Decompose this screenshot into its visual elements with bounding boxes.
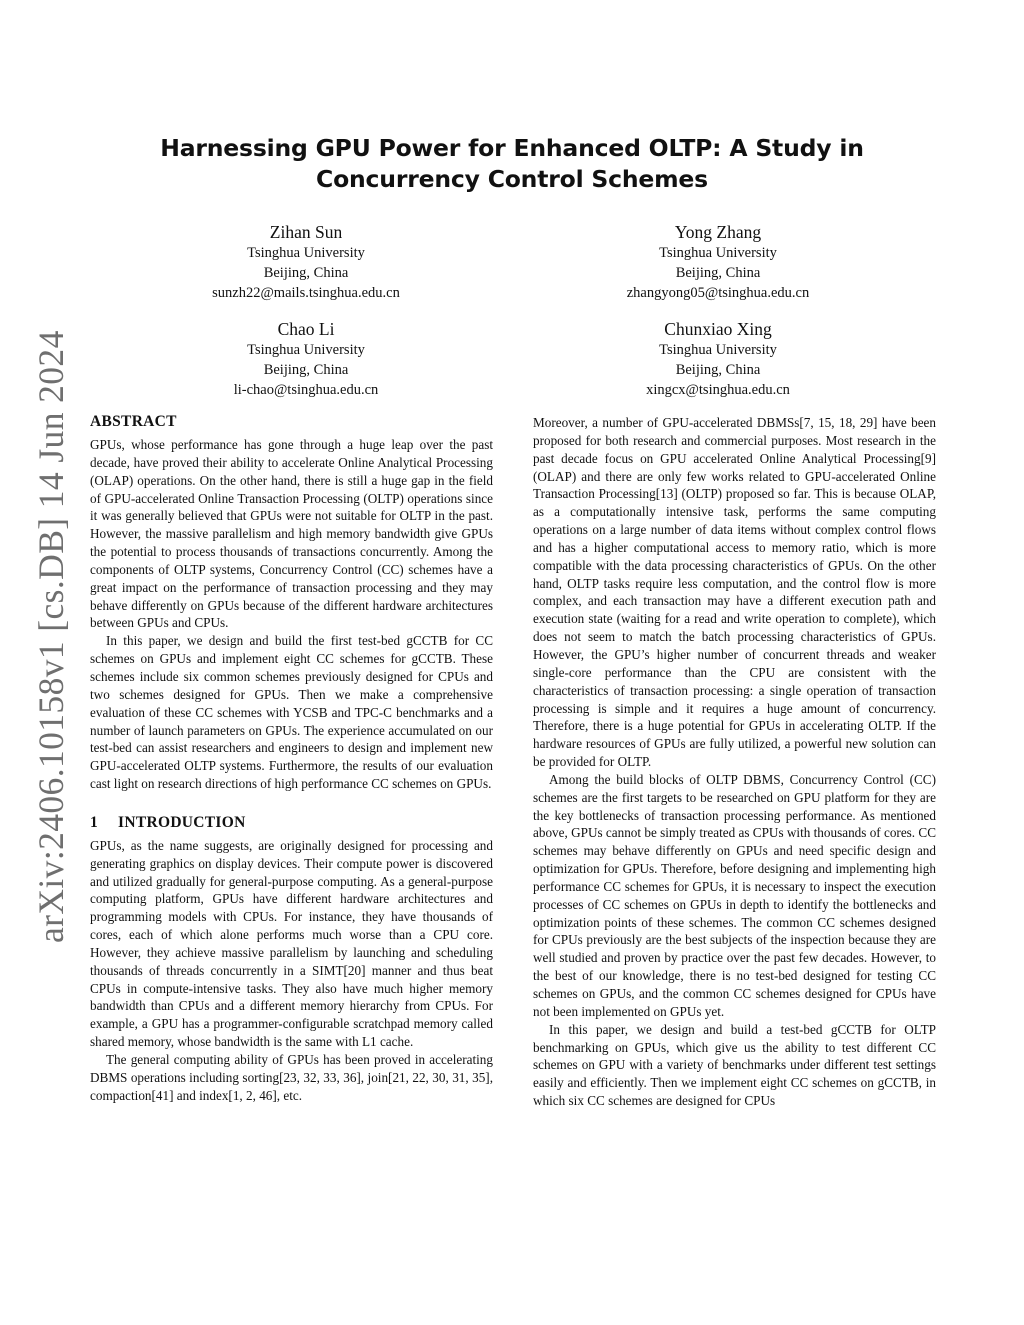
paper-title-line-1: Harnessing GPU Power for Enhanced OLTP: A Study in — [160, 134, 864, 162]
right-column-paragraph-1: Moreover, a number of GPU-accelerated DBMSs[7, 15, 18, 29] have been proposed for both research and commercial purposes. Most research in the past decade focus on GPU accelerated Online Analytical Processing[9] (OLAP) and there are only few works related to GPU-accelerated Online Transaction Processing[13] (OLTP) proposed so far. This is because OLAP, as a computationally intensive task, performs the same computing operations on a large number of data items without complex control flows and has a higher computational access to memory ratio, which is more compatible with the data processing characteristics of GPUs. On the other hand, OLTP tasks require less computation, and the control flow is more complex, and each transaction may have a different execution path and execution state (waiting for a read and write operation to complete), which does not seem to match the batch processing characteristics of GPUs. However, the GPU’s higher number of concurrent threads and weaker single-core performance than the CPU are consistent with the characteristics of transaction processing: a single operation of transaction processing is simple and it requires a huge amount of concurrency. Therefore, there is a huge potential for GPUs in accelerating OLTP. If the hardware resources of GPUs are fully utilized, a powerful new solution can be provided for OLTP. — [533, 415, 936, 770]
introduction-paragraph-2: The general computing ability of GPUs has been proved in accelerating DBMS operations including sorting[23, 32, 33, 36], join[21, 22, 30, 31, 35], compaction[41] and index[1, 2, 46], etc. — [90, 1052, 493, 1103]
introduction-section-number: 1 — [90, 813, 99, 831]
author-affiliation: Tsinghua University — [247, 342, 365, 358]
author-affiliation: Tsinghua University — [659, 245, 777, 261]
author-block-zihan-sun — [141, 221, 471, 303]
abstract-heading: ABSTRACT — [90, 413, 177, 430]
author-block-chunxiao-xing — [553, 318, 883, 400]
author-block-yong-zhang — [553, 221, 883, 303]
author-name: Chao Li — [277, 319, 335, 339]
author-email: sunzh22@mails.tsinghua.edu.cn — [212, 285, 400, 301]
introduction-section-title: INTRODUCTION — [118, 813, 246, 831]
right-column-paragraph-2: Among the build blocks of OLTP DBMS, Concurrency Control (CC) schemes are the first targets to be researched on GPU platform for they are the key bottlenecks of transaction processing performance. As mentioned above, GPUs cannot be simply treated as CPUs with thousands of cores. CC schemes may behave differently on GPUs and need specific design and optimization for GPUs. Therefore, before designing and implementing high performance CC schemes for GPUs, it is necessary to inspect the execution processes of CC schemes on GPUs in depth to identify the bottlenecks and optimization points of these schemes. The common CC schemes designed for CPUs previously are the best subjects of the inspection because they are well studied and proven by practice over the past few decades. However, to the best of our knowledge, there is no test-bed designed for testing CC schemes on GPUs, and the common CC schemes designed for CPUs have not been implemented on GPUs yet. — [533, 771, 936, 1019]
left-column — [90, 412, 493, 1105]
arxiv-identifier-stamp: arXiv:2406.10158v1 [cs.DB] 14 Jun 2024 — [31, 330, 71, 943]
author-location: Beijing, China — [263, 362, 349, 378]
paper-title-line-2: Concurrency Control Schemes — [316, 165, 708, 193]
abstract-paragraph-1: GPUs, whose performance has gone through a huge leap over the past decade, have proved their ability to accelerate Online Analytical Processing (OLAP) operations. On the other hand, there is still a huge gap in the field of GPU-accelerated Online Transaction Processing (OLTP) operations since it was generally believed that GPUs were not suitable for OLTP in the past. However, the massive parallelism and high memory bandwidth give GPUs the potential to process thousands of transactions concurrently. Among the components of OLTP systems, Concurrency Control (CC) schemes have a great impact on the performance of transaction processing and they may behave differently on GPUs because of the different hardware architectures between GPUs and CPUs. — [90, 437, 493, 631]
paper-title — [110, 133, 914, 195]
author-location: Beijing, China — [675, 265, 761, 281]
author-email: xingcx@tsinghua.edu.cn — [646, 382, 790, 398]
introduction-paragraph-1: GPUs, as the name suggests, are originally designed for processing and generating graphics on display devices. Their compute power is discovered and utilized gradually for general-purpose computing. As a general-purpose computing platform, GPUs have different hardware architectures and programming models with CPUs. For instance, they have thousands of cores, each of which alone performs much worse than a CPU core. However, they achieve massive parallelism by launching and scheduling thousands of threads concurrently in a SIMT[20] manner and thus beat CPUs in compute-intensive tasks. They also have much higher memory bandwidth than CPUs and a different memory hierarchy from CPUs. For example, a GPU has a programmer-configurable scratchpad memory called shared memory, whose bandwidth is the same with L1 cache. — [90, 837, 493, 1050]
author-email: li-chao@tsinghua.edu.cn — [233, 382, 379, 398]
author-name: Chunxiao Xing — [664, 319, 772, 339]
author-location: Beijing, China — [675, 362, 761, 378]
right-column — [533, 414, 936, 1110]
author-location: Beijing, China — [263, 265, 349, 281]
right-column-paragraph-3: In this paper, we design and build a test-bed gCCTB for OLTP benchmarking on GPUs, which give us the ability to test different CC schemes on GPU with a variety of benchmarks under different test settings easily and efficiently. Then we implement eight CC schemes on gCCTB, in which six CC schemes are designed for CPUs — [533, 1021, 936, 1109]
abstract-paragraph-2: In this paper, we design and build the first test-bed gCCTB for CC schemes on GPUs and implement eight CC schemes for gCCTB. These schemes include six common schemes previously designed for CPUs and two schemes designed for GPUs. Then we make a comprehensive evaluation of these CC schemes with YCSB and TPC-C benchmarks and a number of launch parameters on GPUs. The experience accumulated on our test-bed can assist researchers and engineers to design and implement new GPU-accelerated OLTP systems. Furthermore, the results of our evaluation cast light on research directions of high performance CC schemes on GPUs. — [90, 633, 493, 792]
author-name: Zihan Sun — [269, 222, 343, 242]
introduction-heading — [90, 813, 493, 833]
author-name: Yong Zhang — [674, 222, 762, 242]
author-block-chao-li — [141, 318, 471, 400]
author-email: zhangyong05@tsinghua.edu.cn — [626, 285, 810, 301]
author-affiliation: Tsinghua University — [247, 245, 365, 261]
author-affiliation: Tsinghua University — [659, 342, 777, 358]
